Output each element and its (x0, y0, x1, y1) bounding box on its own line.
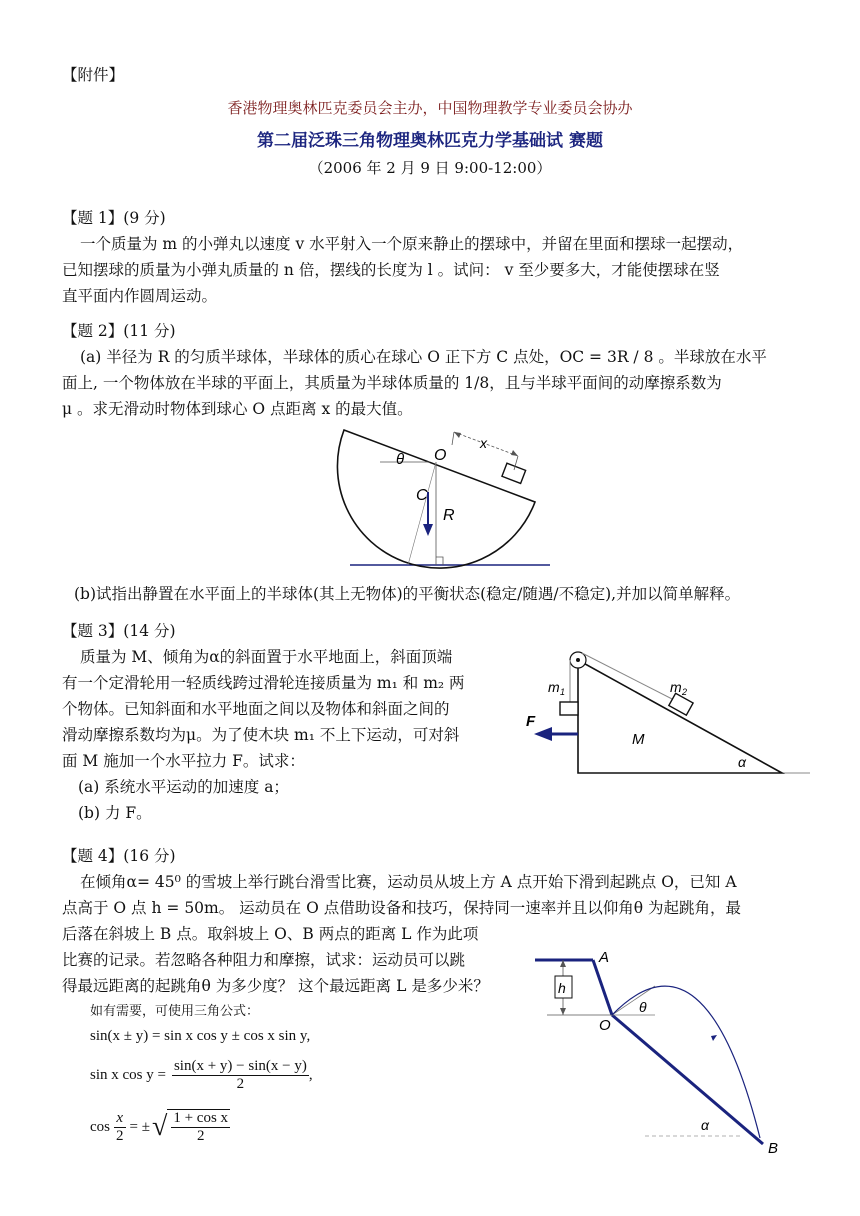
formula-3-denominator: 2 (116, 1127, 124, 1144)
x-label: x (480, 435, 487, 451)
attachment-label: 【附件】 (62, 66, 125, 84)
formula-2-numerator: sin(x + y) − sin(x − y) (173, 1057, 307, 1074)
q2-heading: 【题 2】(11 分) (62, 322, 176, 340)
big-m-label: M (632, 731, 645, 748)
ski-jump-figure (525, 940, 795, 1165)
q4-line-5: 得最远距离的起跳角θ 为多少度？ 这个最远距离 L 是多少米？ (62, 977, 489, 995)
m1-subscript: 1 (560, 687, 566, 697)
alpha-angle-label: α (701, 1117, 709, 1133)
formula-3 (90, 1104, 230, 1150)
q3-part-b: (b) 力 F。 (78, 804, 152, 822)
h-label: h (558, 980, 566, 996)
formula-3-numerator: x (114, 1110, 126, 1128)
q2-line-1: (a) 半径为 R 的匀质半球体，半球体的质心在球心 O 正下方 C 点处，OC = 3R / 8 。半球放在水平 (80, 348, 767, 366)
m2-subscript: 2 (682, 687, 688, 697)
q3-line-3: 个物体。已知斜面和水平地面之间以及物体和斜面之间的 (62, 700, 450, 718)
theta-label: θ (396, 451, 405, 468)
formula-3-mid: = ± (129, 1118, 150, 1135)
q3-part-a: (a) 系统水平运动的加速度 a； (78, 778, 289, 796)
r-label: R (443, 507, 455, 524)
q1-line-3: 直平面内作圆周运动。 (62, 287, 218, 305)
q4-heading: 【题 4】(16 分) (62, 847, 176, 865)
q1-line-2: 已知摆球的质量为小弹丸质量的 n 倍，摆线的长度为 l 。试问： v 至少要多大，才能使摆球在竖 (62, 261, 720, 279)
c-label: C (416, 487, 428, 504)
hemisphere-figure (330, 420, 560, 572)
m2-label: m (670, 679, 682, 695)
organizer-line: 香港物理奥林匹克委员会主办，中国物理教学专业委员会协办 (227, 99, 633, 117)
q3-heading: 【题 3】(14 分) (62, 622, 176, 640)
q3-line-1: 质量为 M、倾角为α的斜面置于水平地面上，斜面顶端 (80, 648, 453, 666)
formula-2-fraction (172, 1058, 309, 1093)
formula-hint: 如有需要，可使用三角公式： (90, 1004, 260, 1019)
paper-title: 第二届泛珠三角物理奥林匹克力学基础试 赛题 (257, 131, 603, 151)
q2-line-3: μ 。求无滑动时物体到球心 O 点距离 x 的最大值。 (62, 400, 413, 418)
formula-1: sin(x ± y) = sin x cos y ± cos x sin y, (90, 1028, 311, 1044)
formula-2: sin x cos y = $\frac{\sin(x + y) - \sin(x - y)}{2}$ , (90, 1057, 313, 1092)
exam-date: （2006 年 2 月 9 日 9:00-12:00） (308, 159, 552, 177)
q3-line-4: 滑动摩擦系数均为μ。为了使木块 m₁ 不上下运动，可对斜 (62, 726, 460, 744)
q2-line-2: 面上, 一个物体放在半球的平面上，其质量为半球体质量的 1/8，且与半球平面间的动摩擦系数为 (62, 374, 722, 392)
a-label: A (599, 949, 610, 966)
m1-label: m (548, 679, 560, 695)
formula-3-sqrt (167, 1109, 230, 1145)
formula-2-denominator: 2 (236, 1075, 245, 1092)
o-label: O (434, 447, 447, 464)
q1-heading: 【题 1】(9 分) (62, 209, 166, 227)
q3-line-2: 有一个定滑轮用一轻质线跨过滑轮连接质量为 m₁ 和 m₂ 两 (62, 674, 465, 692)
q1-line-1: 一个质量为 m 的小弹丸以速度 v 水平射入一个原来静止的摆球中，并留在里面和摆球一起摆动， (80, 235, 744, 253)
sqrt-icon: √ (151, 1111, 168, 1142)
formula-3-left: cos (90, 1118, 110, 1135)
q4-line-1: 在倾角α= 45⁰ 的雪坡上举行跳台滑雪比赛，运动员从坡上方 A 点开始下滑到起跳点 O，已知 A (80, 873, 737, 891)
o-point-label: O (599, 1017, 611, 1034)
formula-3-fraction (114, 1110, 126, 1145)
incline-figure (520, 640, 820, 780)
theta-angle-label: θ (639, 999, 647, 1015)
q2-part-b: (b)试指出静置在水平面上的半球体(其上无物体)的平衡状态(稳定/随遇/不稳定),并加以简单解释。 (74, 585, 741, 603)
q3-line-5: 面 M 施加一个水平拉力 F。试求： (62, 752, 305, 770)
q4-line-4: 比赛的记录。若忽略各种阻力和摩擦，试求：运动员可以跳 (62, 951, 466, 969)
q4-line-3: 后落在斜坡上 B 点。取斜坡上 O、B 两点的距离 L 作为此项 (62, 925, 479, 943)
formula-3-sqrt-numerator: 1 + cos x (173, 1110, 229, 1126)
alpha-label: α (738, 754, 746, 770)
formula-2-left: sin x cos y = (90, 1066, 166, 1083)
formula-3-sqrt-fraction (171, 1110, 230, 1145)
q4-line-2: 点高于 O 点 h = 50m。 运动员在 O 点借助设备和技巧，保持同一速率并且以仰角θ 为起跳角，最 (62, 899, 741, 917)
f-label: F (526, 713, 536, 730)
formula-3-sqrt-denominator: 2 (196, 1128, 205, 1144)
b-label: B (768, 1140, 779, 1157)
